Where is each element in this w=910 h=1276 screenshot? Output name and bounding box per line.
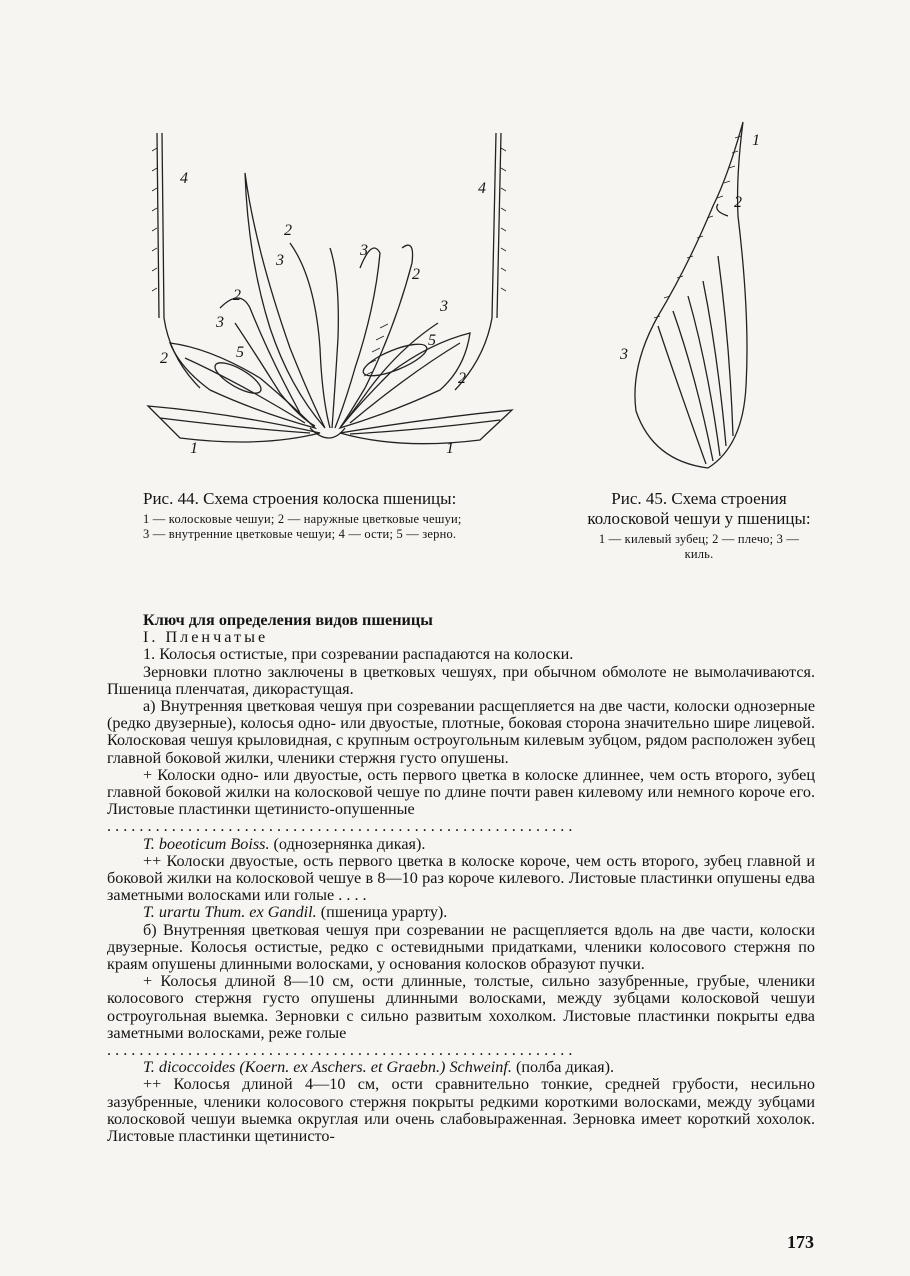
species-dicoccoides-name: T. dicoccoides (Koern. ex Aschers. et Graebn.) Schweinf.	[143, 1058, 512, 1077]
species-boeoticum-name: T. boeoticum Boiss.	[143, 834, 270, 853]
section-I: I. Пленчатые	[143, 628, 269, 647]
paragraph-2: Зерновки плотно заключены в цветковых чешуях, при обычном обмолоте не вымолачиваются. Пшеница пленчатая, дикорастущая.	[107, 662, 815, 698]
paragraph-9: + Колосья длиной 8—10 см, ости длинные, толстые, сильно зазубренные, грубые, членики колосового стержня густо опушены длинными волосками, между зубцами колосковой чешуи остроугольная выемка. Зерновки с сильно развитым хохолком. Листовые пластинки покрыты едва заметными волосками, реже голые	[107, 972, 815, 1042]
paragraph-6: ++ Колоски двуостые, ость первого цветка в колоске короче, чем ость второго, зубец главной и боковой жилки на колосковой чешуе в 8—10 раз короче килевого. Листовые пластинки опушены едва заметными волосками или голые . . . .	[107, 851, 815, 905]
figure-45-glume	[618, 116, 768, 471]
fig44-label-2-far-left: 2	[160, 350, 168, 367]
fig44-caption-legend-1: 1 — колосковые чешуи; 2 — наружные цветковые чешуи;	[143, 512, 462, 526]
fig45-label-1: 1	[752, 132, 760, 149]
paragraph-4: + Колоски одно- или двуостые, ость первого цветка в колоске длиннее, чем ость второго, зубец главной боковой жилки на колосковой чешуе по длине почти равен килевому или немного короче его. Листовые пластинки щетинисто-опушенные	[107, 765, 815, 819]
paragraph-8: б) Внутренняя цветковая чешуя при созревании не расщепляется вдоль на две части, колоски двузерные. Колосья остистые, редко с остевидными придатками, членики колосового стержня по краям опушены длинными волосками, у основания колосков образуют пучки.	[107, 920, 815, 974]
species-urartu-name: T. urartu Thum. ex Gandil.	[143, 903, 317, 922]
paragraph-1: 1. Колосья остистые, при созревании распадаются на колоски.	[143, 645, 574, 664]
paragraph-3: а) Внутренняя цветковая чешуя при созревании расщепляется на две части, колоски однозерные (редко двузерные), колосья одно- или двуостые, плотные, боковая сторона значительно шире лицевой. Колосковая чешуя крыловидная, с крупным остроугольным килевым зубцом, рядом расположен зубец главной боковой жилки, членики стержня густо опушены.	[107, 697, 815, 767]
species-urartu-common: (пшеница урарту).	[316, 903, 448, 922]
fig45-caption-legend: 1 — килевый зубец; 2 — плечо; 3 — киль.	[598, 532, 800, 561]
fig44-label-2-top: 2	[284, 222, 292, 239]
fig44-label-1-right: 1	[446, 440, 454, 457]
fig45-label-3: 3	[620, 346, 628, 363]
fig44-label-5-right: 5	[428, 332, 436, 349]
figure-44-spikelet	[140, 128, 520, 473]
fig44-label-2-left: 2	[233, 287, 241, 304]
fig44-label-3-b: 3	[360, 242, 368, 259]
fig45-label-2: 2	[734, 194, 742, 211]
key-text	[107, 612, 815, 1145]
fig44-label-3-left: 3	[216, 314, 224, 331]
fig44-caption-title: Рис. 44. Схема строения колоска пшеницы:	[143, 489, 457, 508]
fig44-label-2-far-right: 2	[458, 370, 466, 387]
fig44-label-2-right: 2	[412, 266, 420, 283]
fig44-caption	[143, 489, 563, 542]
fig45-caption	[584, 489, 814, 562]
species-dicoccoides-common: (полба дикая).	[511, 1058, 615, 1077]
fig44-label-5-left: 5	[236, 344, 244, 361]
species-urartu	[107, 904, 815, 921]
fig44-label-3-a: 3	[276, 252, 284, 269]
fig44-label-4-left: 4	[180, 170, 188, 187]
page-number: 173	[787, 1232, 814, 1252]
paragraph-11: ++ Колосья длиной 4—10 см, ости сравнительно тонкие, средней грубости, несильно зазубренные, членики колосового стержня покрыты редкими короткими волосками, между зубцами колосковой чешуи выемка округлая или очень слабовыраженная. Зерновка имеет короткий хохолок. Листовые пластинки щетинисто-	[107, 1075, 815, 1146]
leader-dots-2: . . . . . . . . . . . . . . . . . . . . . . . . . . . . . . . . . . . . . . . . . . . . . . . . . . . . . . . . . .	[107, 1042, 573, 1060]
species-boeoticum-common: (однозернянка дикая).	[269, 834, 426, 853]
species-dicoccoides	[107, 1059, 815, 1076]
leader-dots-1: . . . . . . . . . . . . . . . . . . . . . . . . . . . . . . . . . . . . . . . . . . . . . . . . . . . . . . . . . .	[107, 818, 573, 836]
fig44-caption-legend-2: 3 — внутренние цветковые чешуи; 4 — ости; 5 — зерно.	[143, 527, 457, 541]
fig45-caption-title: Рис. 45. Схема строения колосковой чешуи у пшеницы:	[587, 489, 811, 528]
fig44-label-1-left: 1	[190, 440, 198, 457]
spikelet-drawing	[140, 128, 520, 473]
species-boeoticum	[107, 836, 815, 853]
key-heading: Ключ для определения видов пшеницы	[143, 611, 433, 629]
glume-drawing	[618, 116, 768, 471]
fig44-label-4-right: 4	[478, 180, 486, 197]
fig44-label-3-right: 3	[440, 298, 448, 315]
